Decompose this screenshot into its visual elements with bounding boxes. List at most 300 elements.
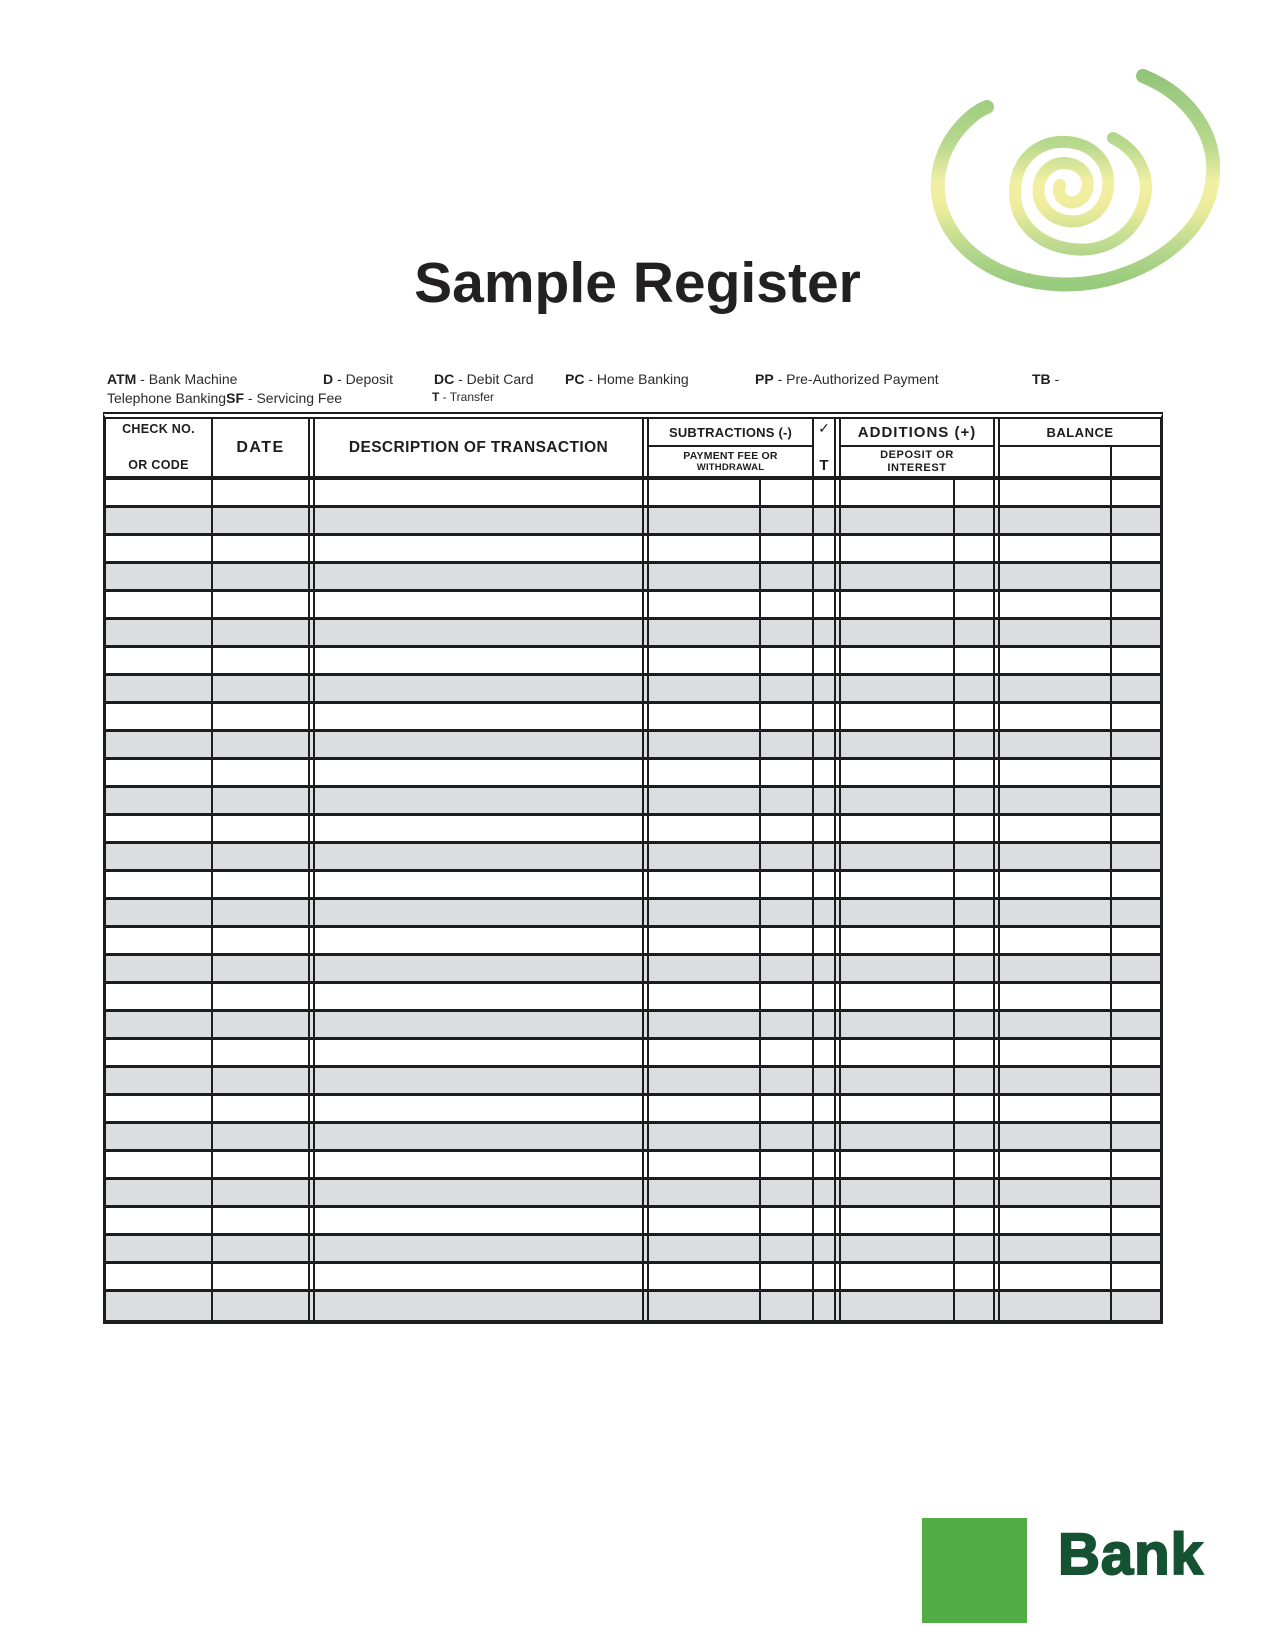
register-cell (213, 956, 315, 981)
header-balance-label: BALANCE (1046, 424, 1114, 440)
register-cell (213, 564, 315, 589)
register-cell (955, 1180, 1000, 1205)
register-cell (213, 676, 315, 701)
register-cell (841, 536, 955, 561)
register-cell (841, 928, 955, 953)
register-cell (649, 984, 761, 1009)
table-row (106, 956, 1160, 984)
register-cell (761, 900, 814, 925)
register-cell (1000, 760, 1112, 785)
register-cell (841, 1180, 955, 1205)
register-cell (213, 704, 315, 729)
register-cell (841, 1012, 955, 1037)
register-cell (315, 1292, 649, 1320)
table-row (106, 900, 1160, 928)
register-cell (1000, 508, 1112, 533)
header-subtractions (649, 419, 814, 476)
register-cell (1000, 1180, 1112, 1205)
register-cell (315, 620, 649, 645)
register-cell (841, 1124, 955, 1149)
register-cell (814, 1040, 841, 1065)
register-cell (315, 732, 649, 757)
register-cell (649, 1208, 761, 1233)
register-cell (841, 704, 955, 729)
register-cell (761, 984, 814, 1009)
header-t-label: T (819, 457, 829, 474)
register-cell (1112, 816, 1160, 841)
table-row (106, 648, 1160, 676)
register-cell (315, 648, 649, 673)
register-cell (649, 956, 761, 981)
register-cell (213, 872, 315, 897)
register-cell (1112, 732, 1160, 757)
register-cell (106, 1124, 213, 1149)
register-cell (315, 1180, 649, 1205)
header-check-no-line2: OR CODE (128, 458, 189, 472)
register-cell (841, 760, 955, 785)
register-cell (955, 984, 1000, 1009)
register-cell (814, 1236, 841, 1261)
legend-code: TB (1032, 371, 1051, 387)
register-cell (814, 760, 841, 785)
register-cell (955, 1152, 1000, 1177)
register-cell (814, 1180, 841, 1205)
table-row (106, 1068, 1160, 1096)
register-cell (841, 564, 955, 589)
table-row (106, 760, 1160, 788)
register-cell (1112, 956, 1160, 981)
register-cell (315, 760, 649, 785)
register-cell (841, 900, 955, 925)
register-cell (106, 760, 213, 785)
register-cell (106, 1180, 213, 1205)
register-cell (761, 1012, 814, 1037)
register-cell (1000, 676, 1112, 701)
table-row (106, 564, 1160, 592)
register-cell (841, 844, 955, 869)
header-additions-sub2: INTEREST (887, 461, 947, 474)
register-cell (649, 732, 761, 757)
register-cell (213, 928, 315, 953)
register-cell (761, 1236, 814, 1261)
table-row (106, 1012, 1160, 1040)
header-subtractions-label: SUBTRACTIONS (-) (668, 424, 793, 440)
register-cell (814, 816, 841, 841)
register-cell (841, 480, 955, 505)
register-body (106, 480, 1160, 1320)
table-row (106, 1180, 1160, 1208)
register-cell (761, 1068, 814, 1093)
register-cell (649, 1068, 761, 1093)
register-cell (649, 1124, 761, 1149)
register-cell (761, 704, 814, 729)
register-cell (649, 1152, 761, 1177)
register-cell (649, 1292, 761, 1320)
table-row (106, 816, 1160, 844)
register-cell (841, 1068, 955, 1093)
header-subtractions-sub2: WITHDRAWAL (696, 462, 765, 473)
register-cell (1112, 648, 1160, 673)
register-cell (649, 1264, 761, 1289)
register-cell (955, 1292, 1000, 1320)
table-row (106, 788, 1160, 816)
legend-code: DC (434, 371, 455, 387)
register-cell (315, 676, 649, 701)
register-cell (649, 564, 761, 589)
register-cell (761, 648, 814, 673)
register-cell (213, 1208, 315, 1233)
register-cell (841, 676, 955, 701)
register-cell (1112, 1040, 1160, 1065)
register-cell (1000, 928, 1112, 953)
register-cell (955, 620, 1000, 645)
register-cell (106, 1068, 213, 1093)
register-cell (814, 788, 841, 813)
register-cell (213, 1180, 315, 1205)
register-cell (1000, 1264, 1112, 1289)
register-cell (106, 592, 213, 617)
register-cell (106, 984, 213, 1009)
table-row (106, 984, 1160, 1012)
register-cell (649, 900, 761, 925)
register-cell (955, 760, 1000, 785)
register-cell (761, 564, 814, 589)
register-cell (106, 1152, 213, 1177)
register-cell (213, 1124, 315, 1149)
register-cell (814, 676, 841, 701)
register-cell (1112, 564, 1160, 589)
register-cell (761, 956, 814, 981)
bank-wordmark: Bank (1058, 1522, 1204, 1587)
register-cell (213, 1012, 315, 1037)
register-cell (1112, 536, 1160, 561)
register-cell (649, 872, 761, 897)
register-cell (761, 1040, 814, 1065)
register-cell (761, 732, 814, 757)
legend-label: - Pre-Authorized Payment (773, 371, 939, 387)
register-cell (649, 648, 761, 673)
register-cell (1000, 1208, 1112, 1233)
register-cell (213, 984, 315, 1009)
legend-label: - Debit Card (454, 371, 534, 387)
table-row (106, 1040, 1160, 1068)
register-cell (1112, 928, 1160, 953)
table-row (106, 1152, 1160, 1180)
register-cell (1000, 1068, 1112, 1093)
register-cell (955, 732, 1000, 757)
register-cell (1000, 788, 1112, 813)
register-cell (955, 956, 1000, 981)
register-cell (955, 508, 1000, 533)
register-cell (213, 620, 315, 645)
header-balance (1000, 419, 1160, 476)
register-cell (955, 1124, 1000, 1149)
register-cell (955, 1068, 1000, 1093)
register-cell (814, 984, 841, 1009)
legend-item-d (323, 371, 393, 387)
legend-label: - Transfer (439, 390, 495, 404)
register-cell (761, 536, 814, 561)
register-cell (841, 1096, 955, 1121)
header-description-label: DESCRIPTION OF TRANSACTION (348, 438, 609, 456)
register-cell (649, 1096, 761, 1121)
legend-label: - (1050, 371, 1060, 387)
register-cell (315, 1096, 649, 1121)
register-cell (841, 984, 955, 1009)
register-cell (106, 956, 213, 981)
register-cell (1112, 872, 1160, 897)
register-cell (213, 788, 315, 813)
register-cell (761, 1096, 814, 1121)
register-cell (213, 1040, 315, 1065)
table-row (106, 844, 1160, 872)
register-cell (106, 928, 213, 953)
register-cell (1000, 1040, 1112, 1065)
register-cell (814, 1012, 841, 1037)
register-cell (213, 592, 315, 617)
register-cell (761, 1152, 814, 1177)
legend-code: ATM (107, 371, 137, 387)
register-cell (1112, 844, 1160, 869)
register-cell (841, 1040, 955, 1065)
legend-item-pp (755, 371, 939, 387)
register-cell (841, 1152, 955, 1177)
register-cell (1000, 900, 1112, 925)
register-cell (213, 732, 315, 757)
register-cell (761, 872, 814, 897)
register-cell (814, 732, 841, 757)
register-cell (814, 620, 841, 645)
register-cell (106, 536, 213, 561)
register-cell (1000, 704, 1112, 729)
register-cell (213, 1264, 315, 1289)
register-cell (1000, 592, 1112, 617)
register-cell (955, 480, 1000, 505)
register-cell (955, 1236, 1000, 1261)
register-cell (761, 1264, 814, 1289)
legend-label: - Home Banking (584, 371, 689, 387)
register-cell (814, 648, 841, 673)
register-cell (761, 1180, 814, 1205)
register-cell (106, 564, 213, 589)
register-cell (213, 900, 315, 925)
register-cell (315, 788, 649, 813)
register-cell (315, 704, 649, 729)
register-header (106, 419, 1160, 480)
register-cell (841, 1292, 955, 1320)
register-cell (649, 928, 761, 953)
register-cell (315, 508, 649, 533)
register-cell (1112, 1096, 1160, 1121)
register-cell (315, 1040, 649, 1065)
register-cell (1112, 676, 1160, 701)
table-row (106, 1096, 1160, 1124)
header-additions-label: ADDITIONS (+) (857, 423, 977, 441)
register-cell (106, 732, 213, 757)
register-cell (841, 788, 955, 813)
table-row (106, 928, 1160, 956)
register-cell (213, 1152, 315, 1177)
register-cell (649, 760, 761, 785)
register-cell (1000, 844, 1112, 869)
register-cell (761, 816, 814, 841)
green-square-logo-icon (922, 1518, 1027, 1623)
register-cell (315, 872, 649, 897)
register-cell (814, 704, 841, 729)
register-cell (213, 480, 315, 505)
register-cell (761, 844, 814, 869)
header-check-no (106, 419, 213, 476)
register-cell (649, 508, 761, 533)
table-row (106, 536, 1160, 564)
legend-item-pc (565, 371, 689, 387)
register-cell (315, 900, 649, 925)
register-cell (955, 788, 1000, 813)
legend-item-atm (107, 371, 237, 387)
register-cell (1000, 564, 1112, 589)
register-cell (106, 676, 213, 701)
register-cell (315, 480, 649, 505)
register-cell (315, 1208, 649, 1233)
register-cell (955, 900, 1000, 925)
legend-code: PC (565, 371, 585, 387)
register-cell (1112, 788, 1160, 813)
register-cell (761, 592, 814, 617)
register-cell (1000, 816, 1112, 841)
register-cell (814, 1292, 841, 1320)
register-cell (814, 928, 841, 953)
register-cell (814, 1208, 841, 1233)
register-cell (814, 1152, 841, 1177)
register-cell (1112, 1264, 1160, 1289)
table-row (106, 1208, 1160, 1236)
register-cell (1112, 1124, 1160, 1149)
register-cell (649, 816, 761, 841)
register-cell (649, 1012, 761, 1037)
register-cell (841, 816, 955, 841)
register-cell (1112, 1292, 1160, 1320)
register-cell (1000, 956, 1112, 981)
header-description (315, 419, 649, 476)
header-subtractions-sub1: PAYMENT FEE OR (683, 450, 778, 462)
header-check-no-line1: CHECK NO. (122, 422, 195, 436)
register-cell (761, 508, 814, 533)
register-cell (1112, 984, 1160, 1009)
register-cell (814, 1096, 841, 1121)
register-cell (315, 928, 649, 953)
table-row (106, 1236, 1160, 1264)
register-cell (1000, 1096, 1112, 1121)
register-cell (1000, 732, 1112, 757)
register-cell (761, 480, 814, 505)
register-cell (106, 816, 213, 841)
register-cell (841, 508, 955, 533)
register-cell (814, 536, 841, 561)
register-cell (213, 760, 315, 785)
register-cell (1112, 760, 1160, 785)
register-cell (955, 816, 1000, 841)
register-cell (814, 956, 841, 981)
register-cell (1000, 1152, 1112, 1177)
checkmark-icon: ✓ (818, 420, 830, 436)
register-cell (955, 704, 1000, 729)
register-cell (955, 536, 1000, 561)
register-cell (761, 1208, 814, 1233)
register-cell (1112, 480, 1160, 505)
legend-label: - Servicing Fee (244, 390, 343, 406)
register-cell (841, 648, 955, 673)
header-date (213, 419, 315, 476)
register-cell (106, 788, 213, 813)
register-cell (955, 1040, 1000, 1065)
register-cell (213, 508, 315, 533)
register-cell (649, 788, 761, 813)
register-cell (1000, 1292, 1112, 1320)
legend-code: PP (755, 371, 774, 387)
table-row (106, 704, 1160, 732)
register-cell (649, 480, 761, 505)
register-cell (761, 760, 814, 785)
register-cell (955, 928, 1000, 953)
register-cell (106, 872, 213, 897)
register-cell (814, 564, 841, 589)
register-cell (841, 1208, 955, 1233)
legend-code: T (432, 390, 440, 404)
register-cell (106, 1040, 213, 1065)
register-cell (213, 1068, 315, 1093)
register-cell (761, 676, 814, 701)
register-cell (106, 1096, 213, 1121)
table-row (106, 676, 1160, 704)
register-cell (315, 592, 649, 617)
register-cell (213, 844, 315, 869)
register-cell (213, 1096, 315, 1121)
legend-item-t (432, 390, 494, 404)
register-cell (1112, 1180, 1160, 1205)
register-cell (649, 844, 761, 869)
register-cell (1000, 1012, 1112, 1037)
register-cell (649, 1236, 761, 1261)
register-cell (315, 1124, 649, 1149)
register-cell (106, 1264, 213, 1289)
register-cell (814, 508, 841, 533)
register-cell (649, 704, 761, 729)
header-date-label: DATE (236, 438, 285, 456)
legend-item-tb-wrap-and-sf (107, 390, 342, 406)
register-cell (1000, 648, 1112, 673)
legend-code: SF (226, 390, 244, 406)
register-cell (106, 620, 213, 645)
table-row (106, 592, 1160, 620)
register-cell (1000, 1124, 1112, 1149)
register-cell (649, 620, 761, 645)
register-cell (761, 788, 814, 813)
page-title: Sample Register (414, 251, 861, 315)
register-cell (955, 1012, 1000, 1037)
register-cell (1112, 1208, 1160, 1233)
register-cell (315, 1264, 649, 1289)
register-cell (814, 1068, 841, 1093)
register-cell (315, 1068, 649, 1093)
register-cell (106, 900, 213, 925)
register-cell (841, 620, 955, 645)
register-cell (1112, 1068, 1160, 1093)
register-cell (1112, 1236, 1160, 1261)
register-cell (841, 592, 955, 617)
register-cell (315, 1152, 649, 1177)
register-cell (761, 1124, 814, 1149)
legend-item-tb (1032, 371, 1059, 387)
